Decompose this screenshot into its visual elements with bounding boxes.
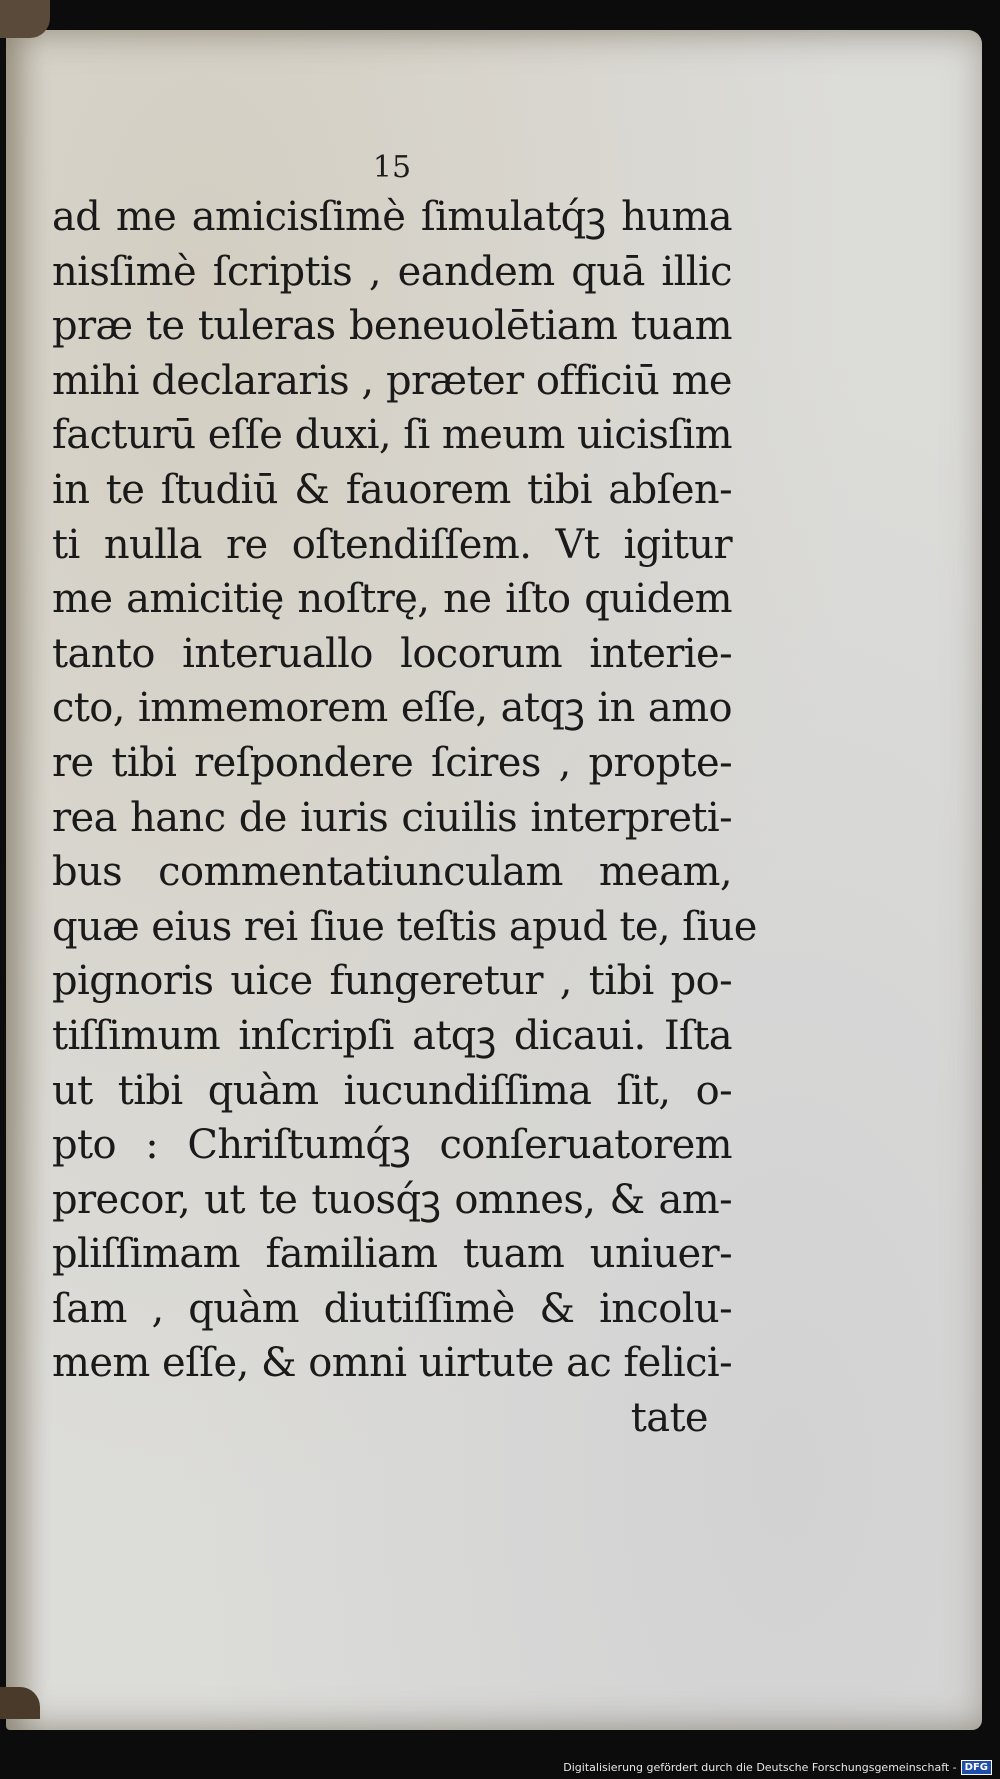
text-line: ad me amicisſimè ſimulatq́ꝫ huma xyxy=(52,194,732,240)
text-line: ſam , quàm diutiſſimè & incolu- xyxy=(52,1285,732,1332)
text-line: tanto interuallo locorum interie- xyxy=(52,630,732,677)
text-line: ut tibi quàm iucundiſſima ſit, o- xyxy=(52,1067,732,1114)
text-line: pto : Chriſtumq́ꝫ conſeruatorem xyxy=(52,1122,732,1169)
text-line: pliſſimam familiam tuam uniuer- xyxy=(52,1231,732,1278)
binding-corner-bottom xyxy=(0,1687,40,1719)
credit-text: Digitalisierung gefördert durch die Deutsche Forschungsgemeinschaft - xyxy=(563,1761,957,1774)
text-line: mihi declararis , præter officiū me xyxy=(52,357,732,404)
text-line: rea hanc de iuris ciuilis interpreti- xyxy=(52,794,732,841)
text-line: pignoris uice fungeretur , tibi po- xyxy=(52,958,732,1005)
text-line: re tibi reſpondere ſcires , propte- xyxy=(52,739,732,786)
text-line: tiſſimum inſcripſi atqꝫ dicaui. Iſta xyxy=(52,1012,732,1059)
text-line: quæ eius rei ſiue teſtis apud te, ſiue xyxy=(52,903,757,950)
text-line: cto, immemorem eſſe, atqꝫ in amo xyxy=(52,685,732,732)
text-line: facturū eſſe duxi, ſi meum uicisſim xyxy=(52,412,732,459)
text-line: præ te tuleras beneuolētiam tuam xyxy=(52,303,732,350)
text-line: me amicitię noſtrę, ne iſto quidem xyxy=(52,576,732,623)
text-line: mem eſſe, & omni uirtute ac felici- xyxy=(52,1340,732,1387)
catchword: tate xyxy=(630,1395,708,1442)
binding-corner-top xyxy=(0,0,50,38)
text-line: ti nulla re oſtendiſſem. Vt igitur xyxy=(52,521,732,568)
text-line: in te ſtudiū & fauorem tibi abſen- xyxy=(52,466,732,513)
text-line: nisſimè ſcriptis , eandem quā illic xyxy=(52,248,732,295)
book-page xyxy=(6,30,982,1730)
text-block xyxy=(52,190,757,1446)
text-line: precor, ut te tuosq́ꝫ omnes, & am- xyxy=(52,1176,732,1223)
dfg-logo: DFG xyxy=(961,1760,992,1775)
page-number: 15 xyxy=(372,150,412,185)
digitization-credit xyxy=(563,1760,992,1775)
text-line: bus commentatiunculam meam, xyxy=(52,849,732,896)
